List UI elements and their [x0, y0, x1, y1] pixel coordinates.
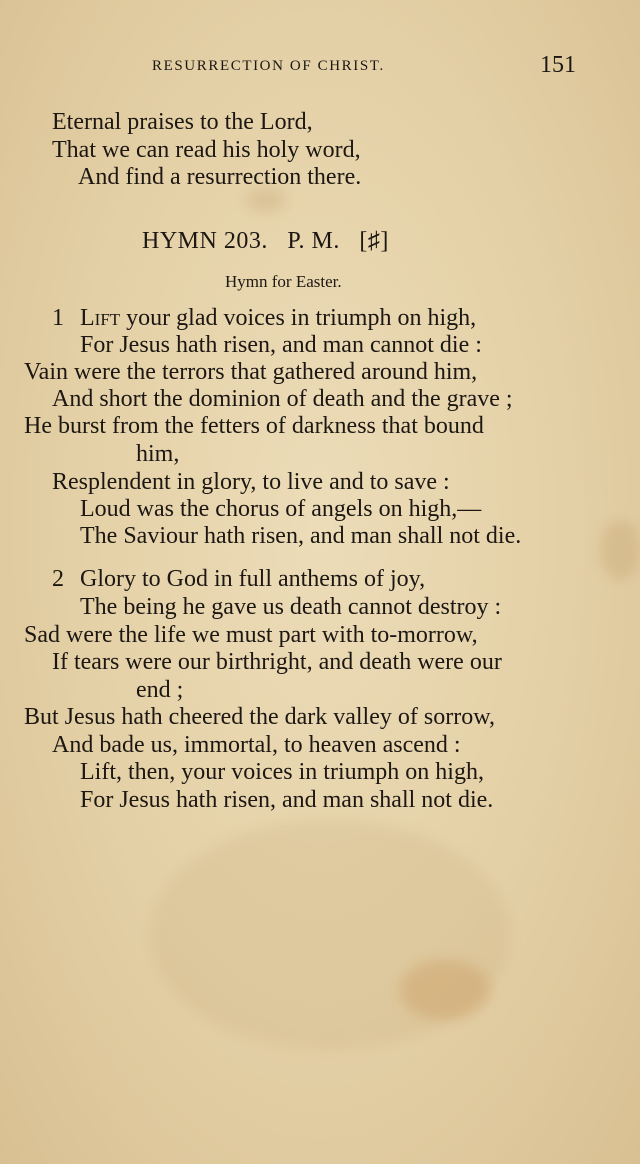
previous-hymn-line: Eternal praises to the Lord,	[52, 109, 313, 135]
verse-line: And bade us, immortal, to heaven ascend :	[52, 732, 461, 758]
running-head: RESURRECTION OF CHRIST.	[152, 58, 385, 74]
verse-line: him,	[136, 441, 180, 467]
verse-line: He burst from the fetters of darkness that bound	[24, 413, 484, 439]
verse-line: Sad were the life we must part with to-morrow,	[24, 622, 478, 648]
foxing-stain	[600, 520, 640, 580]
verse-line: For Jesus hath risen, and man cannot die :	[80, 332, 482, 358]
page-number: 151	[540, 52, 576, 78]
verse-number: 2	[52, 566, 64, 592]
verse-line: Lift, then, your voices in triumph on high,	[80, 759, 484, 785]
verse-line-text: Glory to God in full anthems of joy,	[80, 566, 426, 592]
verse-line: Loud was the chorus of angels on high,—	[80, 496, 482, 522]
previous-hymn-line: And find a resurrection there.	[78, 164, 362, 190]
verse-2-line-1	[52, 565, 425, 593]
verse-line-text: your glad voices in triumph on high,	[120, 305, 477, 331]
hymn-title: HYMN 203. P. M. [♯]	[142, 228, 389, 254]
previous-hymn-line: That we can read his holy word,	[52, 137, 361, 163]
page-header	[0, 52, 640, 82]
hymn-subtitle: Hymn for Easter.	[225, 272, 342, 291]
verse-number: 1	[52, 305, 64, 331]
verse-line: The being he gave us death cannot destroy :	[80, 594, 502, 620]
verse-line: Resplendent in glory, to live and to save :	[52, 469, 450, 495]
verse-line: Vain were the terrors that gathered around him,	[24, 359, 478, 385]
verse-line: The Saviour hath risen, and man shall not die.	[80, 523, 522, 549]
verse-1-line-1	[52, 304, 476, 332]
verse-first-word: Lift	[80, 305, 121, 331]
verse-line: But Jesus hath cheered the dark valley of sorrow,	[24, 704, 495, 730]
foxing-stain	[246, 188, 286, 212]
verse-line: end ;	[136, 677, 184, 703]
foxing-stain	[150, 820, 510, 1050]
verse-line: And short the dominion of death and the grave ;	[52, 386, 513, 412]
verse-line: If tears were our birthright, and death were our	[52, 649, 502, 675]
verse-line: For Jesus hath risen, and man shall not die.	[80, 787, 494, 813]
